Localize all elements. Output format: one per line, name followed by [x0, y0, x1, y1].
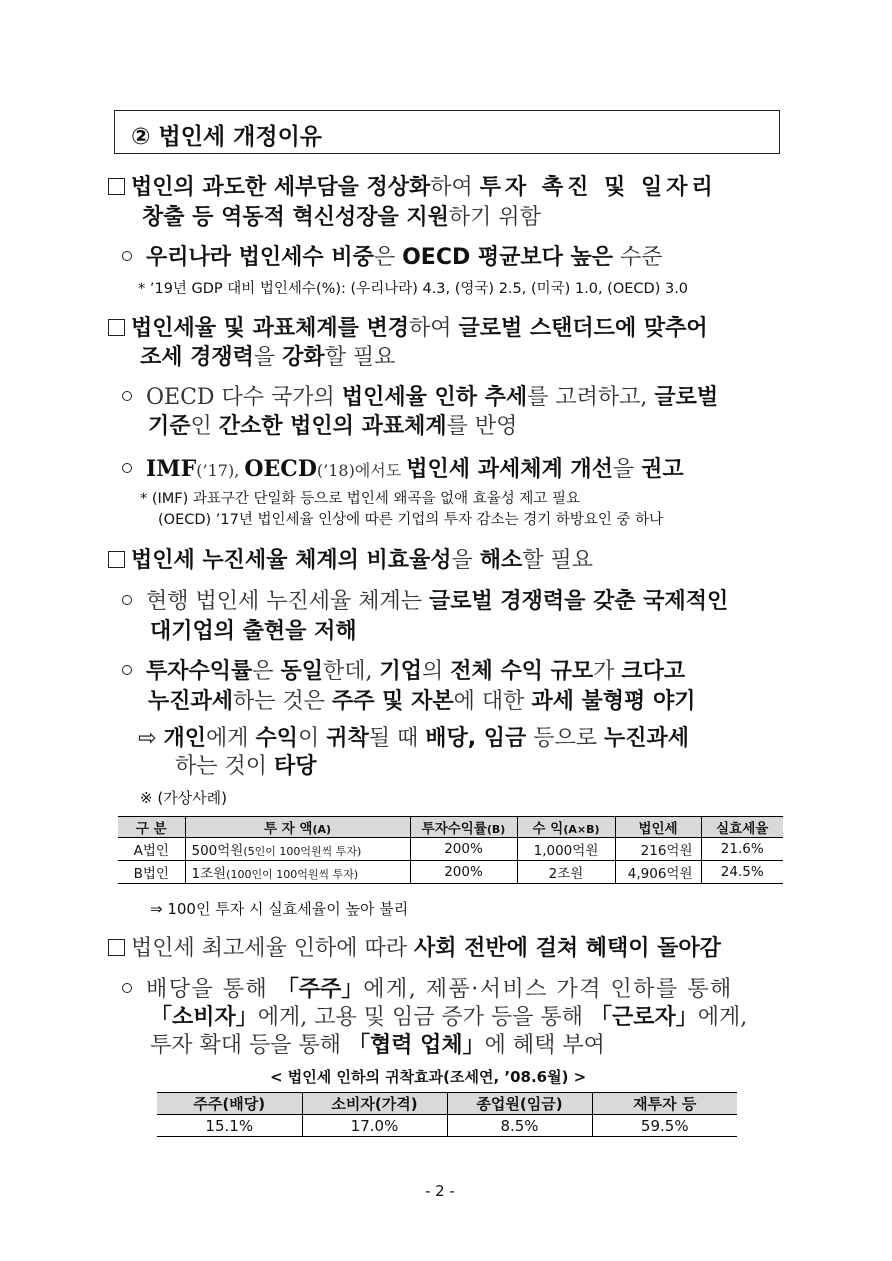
s2-line2: 조세 경쟁력을 강화할 필요: [140, 345, 396, 370]
section-title: ② 법인세 개정이유: [131, 124, 323, 150]
header-effective-rate: 실효세율: [701, 817, 783, 838]
circle-bullet-icon: [122, 463, 132, 473]
virtual-case-table: [118, 816, 783, 884]
s2-line1: 법인세율 및 과표체계를 변경하여 글로벌 스탠더드에 맞추어: [108, 314, 708, 344]
square-bullet-icon: [108, 319, 125, 336]
page-number: - 2 -: [425, 1182, 455, 1200]
s3-circle1-a: 현행 법인세 누진세율 체계는 글로벌 경쟁력을 갖춘 국제적인: [122, 587, 728, 617]
table-row: B법인 1조원(100인이 100억원씩 투자) 200% 2조원 4,906억원 24.5%: [118, 861, 783, 884]
square-bullet-icon: [108, 551, 125, 568]
table-row: 15.1% 17.0% 8.5% 59.5%: [157, 1115, 737, 1137]
s4-line1: 법인세 최고세율 인하에 따라 사회 전반에 걸쳐 혜택이 돌아감: [108, 934, 721, 964]
s2-circle2: IMF(’17), OECD(’18)에서도 법인세 과세체계 개선을 권고: [122, 454, 684, 486]
circle-bullet-icon: [122, 391, 132, 401]
s2-circle1-a: OECD 다수 국가의 법인세율 인하 추세를 고려하고, 글로벌: [122, 383, 718, 413]
circle-bullet-icon: [122, 251, 132, 261]
header-return-rate: 투자수익률(B): [410, 817, 517, 838]
s3-arrow-b: 하는 것이 타당: [175, 754, 317, 779]
s1-note1: * ’19년 GDP 대비 법인세수(%): (우리나라) 4.3, (영국) 2.5, (미국) 1.0, (OECD) 3.0: [138, 281, 689, 297]
s2-note1: * (IMF) 과표구간 단일화 등으로 법인세 왜곡을 없애 효율성 제고 필요: [140, 491, 580, 507]
s3-arrow-a: ⇨ 개인에게 수익이 귀착될 때 배당, 임금 등으로 누진과세: [138, 726, 690, 751]
header-corp-tax: 법인세: [615, 817, 701, 838]
circle-bullet-icon: [122, 665, 132, 675]
s3-line1: 법인세 누진세율 체계의 비효율성을 해소할 필요: [108, 546, 593, 576]
section-title-box: [114, 110, 780, 154]
table2-title: < 법인세 인하의 귀착효과(조세연, ’08.6월) >: [270, 1068, 587, 1086]
table-header-row: [118, 817, 783, 838]
s1-line1: 법인의 과도한 세부담을 정상화하여 투자 촉진 및 일자리: [108, 173, 717, 203]
header-profit: 수 익(A×B): [517, 817, 615, 838]
s2-circle1-b: 기준인 간소한 법인의 과표체계를 반영: [148, 414, 518, 439]
s2-note2: (OECD) ’17년 법인세율 인상에 따른 기업의 투자 감소는 경기 하방요인 중 하나: [158, 512, 664, 528]
s3-circle2-a: 투자수익률은 동일한데, 기업의 전체 수익 규모가 크다고: [122, 657, 685, 687]
table-header-row: 주주(배당) 소비자(가격) 종업원(임금) 재투자 등: [157, 1093, 737, 1115]
circle-bullet-icon: [122, 595, 132, 605]
header-category: 구 분: [118, 817, 185, 838]
case-label: ※ (가상사례): [140, 789, 228, 807]
s3-circle2-b: 누진과세하는 것은 주주 및 자본에 대한 과세 불형평 야기: [148, 689, 696, 714]
s1-circle1: 우리나라 법인세수 비중은 OECD 평균보다 높은 수준: [122, 243, 663, 273]
table-row: A법인 500억원(5인이 100억원씩 투자) 200% 1,000억원 216억원 21.6%: [118, 838, 783, 861]
arrow-right-icon: ⇨: [138, 726, 164, 751]
square-bullet-icon: [108, 939, 125, 956]
s4-circle1-b: 「소비자」에게, 고용 및 임금 증가 등을 통해 「근로자」에게,: [150, 1005, 748, 1030]
s1-line2: 창출 등 역동적 혁신성장을 지원하기 위함: [142, 205, 541, 230]
s3-circle1-b: 대기업의 출현을 저해: [150, 619, 357, 644]
header-investment: 투 자 액(A): [185, 817, 410, 838]
s4-circle1-c: 투자 확대 등을 통해 「협력 업체」에 혜택 부여: [150, 1033, 605, 1058]
circle-bullet-icon: [122, 983, 132, 993]
square-bullet-icon: [108, 178, 125, 195]
case-conclusion: ⇒ 100인 투자 시 실효세율이 높아 불리: [150, 900, 409, 918]
incidence-table: [157, 1092, 737, 1137]
s4-circle1-a: 배당을 통해 「주주」에게, 제품·서비스 가격 인하를 통해: [122, 975, 733, 1005]
